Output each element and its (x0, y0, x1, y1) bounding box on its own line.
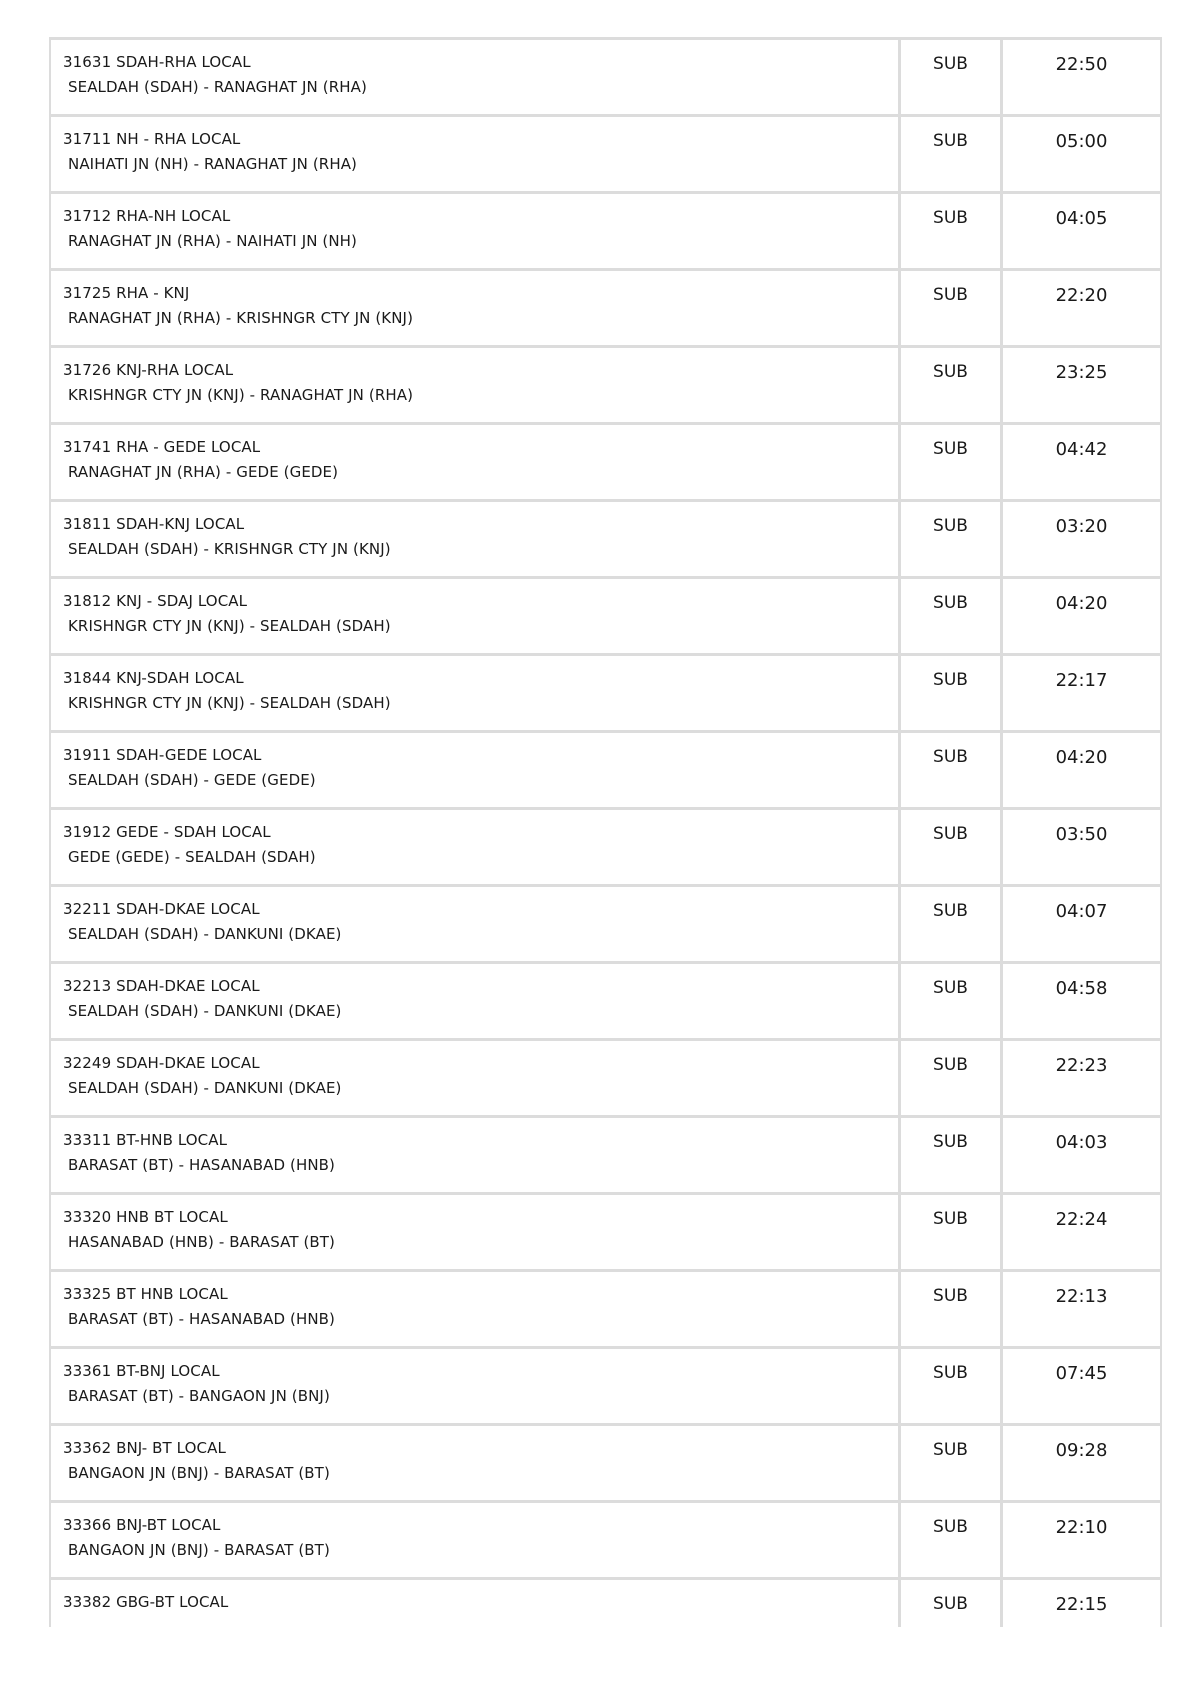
train-type: SUB (901, 656, 1003, 730)
train-route: HASANABAD (HNB) - BARASAT (BT) (68, 1233, 336, 1251)
table-row (51, 348, 1160, 425)
train-type: SUB (901, 1349, 1003, 1423)
table-row (51, 1118, 1160, 1195)
table-row (51, 733, 1160, 810)
train-time: 04:05 (1055, 208, 1108, 229)
train-time: 22:24 (1055, 1209, 1108, 1230)
train-name: 33325 BT HNB LOCAL (63, 1285, 228, 1303)
table-row (51, 117, 1160, 194)
train-name: 33366 BNJ-BT LOCAL (63, 1516, 221, 1534)
train-type: SUB (901, 194, 1003, 268)
train-name: 32249 SDAH-DKAE LOCAL (63, 1054, 260, 1072)
train-name: 31844 KNJ-SDAH LOCAL (63, 669, 244, 687)
train-route: GEDE (GEDE) - SEALDAH (SDAH) (68, 848, 316, 866)
train-time: 04:03 (1055, 1132, 1108, 1153)
train-route: SEALDAH (SDAH) - RANAGHAT JN (RHA) (68, 78, 367, 96)
train-route: KRISHNGR CTY JN (KNJ) - RANAGHAT JN (RHA) (68, 386, 414, 404)
train-type: SUB (901, 271, 1003, 345)
train-type: SUB (901, 1503, 1003, 1577)
table-row (51, 1041, 1160, 1118)
train-type: SUB (901, 425, 1003, 499)
train-time: 22:17 (1055, 670, 1108, 691)
train-time: 22:10 (1055, 1517, 1108, 1538)
train-cell (51, 1118, 901, 1192)
train-type: SUB (901, 1272, 1003, 1346)
train-name: 31725 RHA - KNJ (63, 284, 190, 302)
train-route: BANGAON JN (BNJ) - BARASAT (BT) (68, 1541, 330, 1559)
train-name: 31812 KNJ - SDAJ LOCAL (63, 592, 248, 610)
train-name: 31631 SDAH-RHA LOCAL (63, 53, 251, 71)
train-name: 31911 SDAH-GEDE LOCAL (63, 746, 262, 764)
train-time: 22:50 (1055, 54, 1108, 75)
train-type: SUB (901, 117, 1003, 191)
train-cell (51, 810, 901, 884)
train-name: 33320 HNB BT LOCAL (63, 1208, 228, 1226)
table-row (51, 40, 1160, 117)
train-route: KRISHNGR CTY JN (KNJ) - SEALDAH (SDAH) (68, 617, 391, 635)
train-route: SEALDAH (SDAH) - DANKUNI (DKAE) (68, 925, 342, 943)
train-name: 31811 SDAH-KNJ LOCAL (63, 515, 245, 533)
train-name: 33311 BT-HNB LOCAL (63, 1131, 228, 1149)
train-time: 23:25 (1055, 362, 1108, 383)
train-cell (51, 1349, 901, 1423)
train-route: RANAGHAT JN (RHA) - GEDE (GEDE) (68, 463, 339, 481)
train-time: 04:07 (1055, 901, 1108, 922)
train-type: SUB (901, 579, 1003, 653)
train-type: SUB (901, 1041, 1003, 1115)
table-row (51, 810, 1160, 887)
table-row (51, 1272, 1160, 1349)
table-row (51, 1426, 1160, 1503)
train-cell (51, 1580, 901, 1627)
train-cell (51, 1503, 901, 1577)
train-route: SEALDAH (SDAH) - DANKUNI (DKAE) (68, 1002, 342, 1020)
train-time: 04:58 (1055, 978, 1108, 999)
train-cell (51, 1272, 901, 1346)
table-row (51, 579, 1160, 656)
train-time: 22:13 (1055, 1286, 1108, 1307)
train-name: 33362 BNJ- BT LOCAL (63, 1439, 226, 1457)
train-route: SEALDAH (SDAH) - KRISHNGR CTY JN (KNJ) (68, 540, 391, 558)
train-time: 03:20 (1055, 516, 1108, 537)
table-row (51, 1349, 1160, 1426)
train-type: SUB (901, 1580, 1003, 1627)
train-type: SUB (901, 887, 1003, 961)
train-time: 22:15 (1055, 1594, 1108, 1615)
train-cell (51, 579, 901, 653)
train-route: RANAGHAT JN (RHA) - KRISHNGR CTY JN (KNJ) (68, 309, 414, 327)
train-route: BARASAT (BT) - HASANABAD (HNB) (68, 1310, 336, 1328)
train-type: SUB (901, 348, 1003, 422)
train-time: 05:00 (1055, 131, 1108, 152)
train-cell (51, 656, 901, 730)
train-route: SEALDAH (SDAH) - GEDE (GEDE) (68, 771, 316, 789)
train-name: 32211 SDAH-DKAE LOCAL (63, 900, 260, 918)
train-cell (51, 502, 901, 576)
train-type: SUB (901, 810, 1003, 884)
train-cell (51, 964, 901, 1038)
table-row (51, 656, 1160, 733)
train-time: 09:28 (1055, 1440, 1108, 1461)
train-cell (51, 1041, 901, 1115)
train-time: 07:45 (1055, 1363, 1108, 1384)
table-row (51, 502, 1160, 579)
train-time: 03:50 (1055, 824, 1108, 845)
train-type: SUB (901, 1118, 1003, 1192)
train-cell (51, 887, 901, 961)
train-cell (51, 1195, 901, 1269)
train-type: SUB (901, 1195, 1003, 1269)
table-row (51, 964, 1160, 1041)
train-time: 22:23 (1055, 1055, 1108, 1076)
train-type: SUB (901, 733, 1003, 807)
train-cell (51, 194, 901, 268)
train-cell (51, 40, 901, 114)
table-row (51, 425, 1160, 502)
train-name: 33382 GBG-BT LOCAL (63, 1593, 229, 1611)
train-type: SUB (901, 40, 1003, 114)
train-time: 04:20 (1055, 747, 1108, 768)
train-name: 31711 NH - RHA LOCAL (63, 130, 241, 148)
train-time: 22:20 (1055, 285, 1108, 306)
train-route: BANGAON JN (BNJ) - BARASAT (BT) (68, 1464, 330, 1482)
table-row (51, 1580, 1160, 1627)
train-route: RANAGHAT JN (RHA) - NAIHATI JN (NH) (68, 232, 358, 250)
train-cell (51, 1426, 901, 1500)
train-cell (51, 733, 901, 807)
table-row (51, 271, 1160, 348)
train-cell (51, 348, 901, 422)
train-name: 31912 GEDE - SDAH LOCAL (63, 823, 271, 841)
train-name: 31712 RHA-NH LOCAL (63, 207, 231, 225)
table-row (51, 1195, 1160, 1272)
train-type: SUB (901, 964, 1003, 1038)
train-route: KRISHNGR CTY JN (KNJ) - SEALDAH (SDAH) (68, 694, 391, 712)
train-name: 32213 SDAH-DKAE LOCAL (63, 977, 260, 995)
train-time: 04:42 (1055, 439, 1108, 460)
train-type: SUB (901, 502, 1003, 576)
train-time: 04:20 (1055, 593, 1108, 614)
table-row (51, 194, 1160, 271)
table-row (51, 1503, 1160, 1580)
table-row (51, 887, 1160, 964)
train-cell (51, 271, 901, 345)
train-route: SEALDAH (SDAH) - DANKUNI (DKAE) (68, 1079, 342, 1097)
train-name: 31726 KNJ-RHA LOCAL (63, 361, 234, 379)
train-name: 31741 RHA - GEDE LOCAL (63, 438, 261, 456)
train-timetable (49, 37, 1162, 1627)
train-type: SUB (901, 1426, 1003, 1500)
train-cell (51, 425, 901, 499)
train-cell (51, 117, 901, 191)
train-route: NAIHATI JN (NH) - RANAGHAT JN (RHA) (68, 155, 358, 173)
train-route: BARASAT (BT) - BANGAON JN (BNJ) (68, 1387, 330, 1405)
train-route: BARASAT (BT) - HASANABAD (HNB) (68, 1156, 336, 1174)
train-name: 33361 BT-BNJ LOCAL (63, 1362, 220, 1380)
